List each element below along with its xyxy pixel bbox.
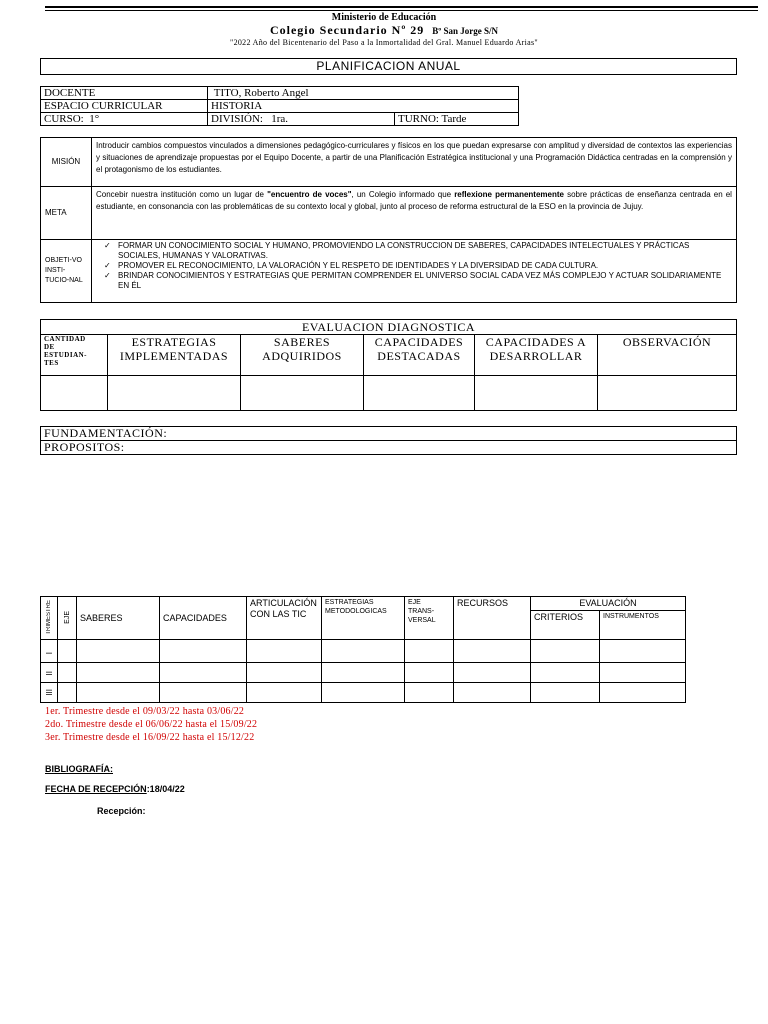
col-capacidades (364, 335, 475, 376)
docente-row (41, 87, 519, 100)
objetivo-text: BRINDAR CONOCIMIENTOS Y ESTRATEGIAS QUE PERMITAN COMPRENDER EL UNIVERSO SOCIAL CADA VEZ MÁS COMPLEJO Y ACTUAR SOLIDARIAMENTE EN ÉL (118, 271, 722, 290)
col-saberes-line: ADQUIRIDOS (262, 349, 342, 363)
division-cell (208, 113, 395, 126)
col-capacidades-line: CAPACIDADES (374, 335, 464, 349)
checkmark-icon: ✓ (104, 241, 111, 250)
objetivos-list-cell (92, 240, 737, 303)
objetivo-label (41, 240, 92, 303)
docente-value (208, 87, 519, 100)
meta-row (41, 187, 737, 240)
plan-title: PLANIFICACION ANUAL (40, 58, 737, 75)
row-trimestre-text: III (44, 688, 54, 696)
objetivo-label-line: OBJETI-VO (45, 257, 82, 264)
objetivo-row (41, 240, 737, 303)
empty-cell (531, 683, 600, 703)
objetivo-label-line: INSTI- (45, 267, 66, 274)
docente-name: TITO, Roberto Angel (213, 87, 309, 99)
row-trimestre-text: II (44, 671, 54, 676)
col-recursos: RECURSOS (454, 597, 531, 640)
bibliografia-label (45, 764, 113, 774)
col-desarrollar (475, 335, 598, 376)
espacio-value: HISTORIA (208, 100, 519, 113)
turno-cell (395, 113, 519, 126)
fundamentacion-table (40, 426, 737, 455)
col-trimestre-text: TRIMESTRE (46, 599, 52, 635)
plan-row-trimestre-1 (41, 640, 686, 663)
empty-cell (454, 683, 531, 703)
recepcion-label: Recepción: (97, 806, 146, 816)
diagnostic-header-row (41, 335, 737, 376)
col-capacidades: CAPACIDADES (160, 597, 247, 640)
curso-row (41, 113, 519, 126)
trimestre-2-dates: 2do. Trimestre desde el 06/06/22 hasta el 15/09/22 (45, 719, 258, 730)
col-cantidad-line: CANTIDAD (44, 335, 86, 343)
meta-bold-voces: "encuentro de voces" (267, 190, 352, 199)
empty-cell (322, 683, 405, 703)
empty-cell (600, 683, 686, 703)
col-cantidad-line: TES (44, 359, 59, 367)
meta-label: META (41, 187, 92, 240)
empty-cell (41, 376, 108, 411)
col-cantidad (41, 335, 108, 376)
row-trimestre-label (41, 663, 58, 683)
meta-text-part: , un Colegio informado que (351, 190, 455, 199)
row-trimestre-text: I (44, 651, 54, 654)
col-evaluacion: EVALUACIÓN (531, 597, 686, 611)
checkmark-icon: ✓ (104, 271, 111, 280)
empty-cell (405, 663, 454, 683)
empty-cell (322, 640, 405, 663)
ministry-name: Ministerio de Educación (331, 12, 437, 23)
empty-cell (322, 663, 405, 683)
empty-cell (475, 376, 598, 411)
empty-cell (405, 640, 454, 663)
meta-text-part: sobre prácticas de enseñanza centrada en el estudiante, en consonancia con las problemáticas de su contexto local y global, junto al proceso de reforma estructural de la ESO en la provincia de Jujuy. (96, 190, 732, 211)
empty-cell (364, 376, 475, 411)
meta-text (92, 187, 737, 240)
diagnostic-title-row (41, 320, 737, 335)
row-trimestre-label (41, 683, 58, 703)
empty-cell (531, 640, 600, 663)
col-criterios: CRITERIOS (531, 611, 600, 640)
college-title: Colegio Secundario Nº 29 (269, 23, 425, 37)
plan-row-trimestre-3 (41, 683, 686, 703)
curso-value: 1° (89, 113, 100, 125)
fundamentacion-label: FUNDAMENTACIÓN: (41, 427, 737, 441)
col-saberes (241, 335, 364, 376)
objetivo-text: PROMOVER EL RECONOCIMIENTO, LA VALORACIÓN Y EL RESPETO DE IDENTIDADES Y LA DIVERSIDAD DE CADA CULTURA. (118, 261, 599, 270)
header-rule-thick (45, 6, 758, 8)
objetivo-item (104, 261, 732, 271)
col-eje-text: EJE (63, 610, 71, 624)
col-desarrollar-line: CAPACIDADES A (485, 335, 587, 349)
empty-cell (247, 640, 322, 663)
institution-table (40, 137, 737, 303)
col-eje-trans-line: TRANS- (408, 608, 435, 615)
empty-cell (77, 640, 160, 663)
plan-header-row-1 (41, 597, 686, 611)
empty-cell (247, 663, 322, 683)
trimestre-1-dates: 1er. Trimestre desde el 09/03/22 hasta 03/06/22 (45, 706, 245, 717)
empty-cell (454, 640, 531, 663)
col-trimestre (41, 597, 58, 640)
empty-cell (600, 663, 686, 683)
header-rule-thin (45, 10, 758, 11)
col-eje-trans-line: EJE (408, 599, 421, 606)
curso-cell (41, 113, 208, 126)
empty-cell (58, 683, 77, 703)
empty-cell (600, 640, 686, 663)
col-estrategias-line: ESTRATEGIAS (325, 599, 374, 606)
empty-cell (247, 683, 322, 703)
course-info-table (40, 86, 519, 126)
fecha-recepcion-value: :18/04/22 (146, 784, 185, 794)
col-estrategias (322, 597, 405, 640)
mision-row (41, 138, 737, 187)
diagnostic-title: EVALUACION DIAGNOSTICA (41, 320, 737, 335)
planning-table (40, 596, 686, 703)
mision-label: MISIÓN (41, 138, 92, 187)
curso-label: CURSO: (44, 113, 84, 125)
college-name (0, 23, 768, 38)
propositos-row (41, 441, 737, 455)
year-motto: "2022 Año del Bicentenario del Paso a la Inmortalidad del Gral. Manuel Eduardo Arias" (230, 38, 538, 47)
col-desarrollar-line: DESARROLLAR (489, 349, 583, 363)
col-estrategias (108, 335, 241, 376)
empty-cell (77, 663, 160, 683)
col-estrategias-line: METODOLOGICAS (325, 608, 387, 615)
col-articulacion (247, 597, 322, 640)
col-instrumentos: INSTRUMENTOS (600, 611, 686, 640)
empty-cell (531, 663, 600, 683)
plan-row-trimestre-2 (41, 663, 686, 683)
col-capacidades-line: DESTACADAS (377, 349, 461, 363)
col-articulacion-line: ARTICULACIÓN (250, 598, 317, 608)
fundamentacion-row (41, 427, 737, 441)
trimestre-3-dates: 3er. Trimestre desde el 16/09/22 hasta el 15/12/22 (45, 732, 255, 743)
propositos-label: PROPOSITOS: (41, 441, 737, 455)
col-eje-transversal (405, 597, 454, 640)
row-trimestre-label (41, 640, 58, 663)
empty-cell (405, 683, 454, 703)
diagnostic-table (40, 319, 737, 411)
empty-cell (160, 640, 247, 663)
col-saberes: SABERES (77, 597, 160, 640)
meta-text-part: Concebir nuestra institución como un lugar de (96, 190, 268, 199)
objetivo-item (104, 241, 732, 261)
division-label: DIVISIÓN: (211, 113, 263, 125)
objetivos-list (96, 241, 732, 291)
empty-cell (108, 376, 241, 411)
espacio-label: ESPACIO CURRICULAR (41, 100, 208, 113)
empty-cell (160, 683, 247, 703)
empty-cell (241, 376, 364, 411)
division-value: 1ra. (271, 113, 288, 125)
objetivo-label-line: TUCIO-NAL (45, 277, 83, 284)
col-eje-trans-line: VERSAL (408, 617, 436, 624)
meta-bold-reflexione: reflexione permanentemente (454, 190, 564, 199)
docente-label: DOCENTE (41, 87, 208, 100)
mision-text: Introducir cambios compuestos vinculados a dimensiones pedagógico-curriculares y físicos en los que puedan expresarse con amplitud y diversidad de contextos las experiencias y situaciones de aprendizaje propuestas por el Equipo Docente, a partir de una Planificación Estratégica institucional y una Programación Didáctica centradas en la comprensión y el protagonismo de los estudiantes. (92, 138, 737, 187)
col-observacion: OBSERVACIÓN (598, 335, 737, 376)
turno-label: TURNO: (398, 113, 439, 125)
espacio-row (41, 100, 519, 113)
fecha-recepcion (45, 784, 185, 794)
empty-cell (77, 683, 160, 703)
bibliografia-text: BIBLIOGRAFÍA: (45, 764, 113, 774)
col-cantidad-line: DE (44, 343, 55, 351)
col-articulacion-line: CON LAS TIC (250, 609, 307, 619)
objetivo-item (104, 271, 732, 291)
fecha-recepcion-label: FECHA DE RECEPCIÓN (45, 784, 147, 794)
diagnostic-empty-row (41, 376, 737, 411)
objetivo-text: FORMAR UN CONOCIMIENTO SOCIAL Y HUMANO, PROMOVIENDO LA CONSTRUCCION DE SABERES, CAPACIDADES INTELECTUALES Y PRÁCTICAS SOCIALES, HUMANAS Y VALORATIVAS. (118, 241, 690, 260)
col-eje (58, 597, 77, 640)
college-address: Bº San Jorge S/N (432, 26, 499, 36)
turno-value: Tarde (441, 113, 467, 125)
col-saberes-line: SABERES (273, 335, 331, 349)
col-cantidad-line: ESTUDIAN- (44, 351, 88, 359)
checkmark-icon: ✓ (104, 261, 111, 270)
empty-cell (454, 663, 531, 683)
col-estrategias-line: IMPLEMENTADAS (119, 349, 229, 363)
empty-cell (58, 663, 77, 683)
empty-cell (160, 663, 247, 683)
empty-cell (58, 640, 77, 663)
empty-cell (598, 376, 737, 411)
col-estrategias-line: ESTRATEGIAS (131, 335, 217, 349)
